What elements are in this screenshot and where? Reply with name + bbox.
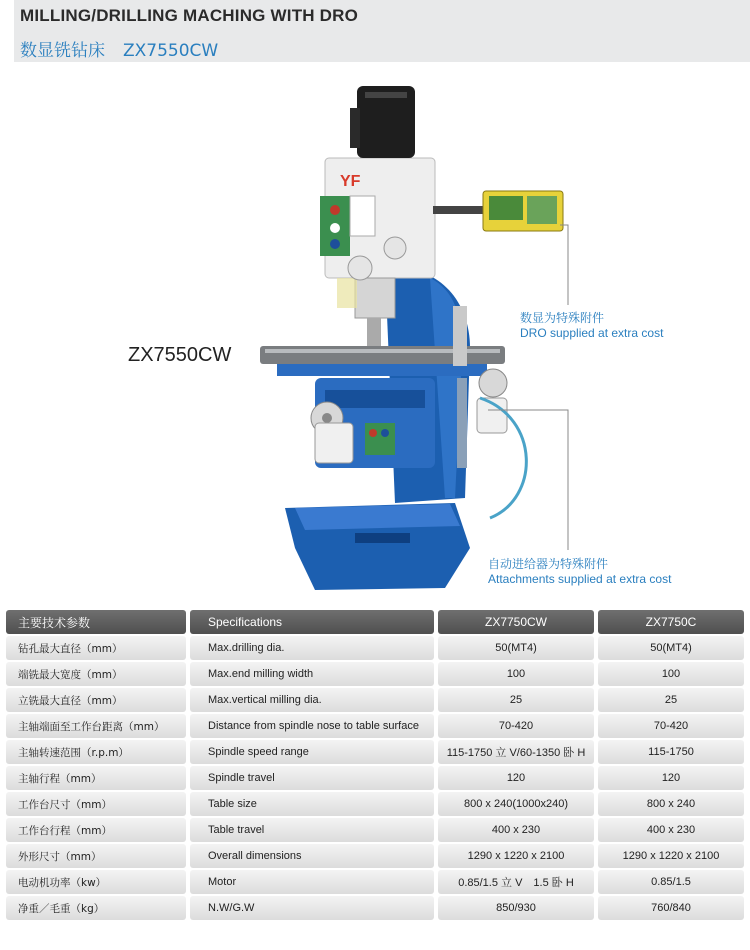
spec-en-cell: Motor: [188, 869, 436, 895]
feed-callout-en: Attachments supplied at extra cost: [488, 572, 672, 586]
header-specifications: Specifications: [188, 609, 436, 635]
table-row: [4, 869, 746, 895]
param-cn-cell: 外形尺寸（mm）: [4, 843, 188, 869]
model-c-value: 0.85/1.5: [596, 869, 746, 895]
model-cw-value: 25: [436, 687, 596, 713]
param-cn-cell: 主轴端面至工作台距离（mm）: [4, 713, 188, 739]
table-header-row: [4, 609, 746, 635]
spec-en-cell: Spindle travel: [188, 765, 436, 791]
spec-en-cell: Overall dimensions: [188, 843, 436, 869]
model-cw-value: 850/930: [436, 895, 596, 921]
model-cw-value: 120: [436, 765, 596, 791]
model-c-value: 115-1750: [596, 739, 746, 765]
model-c-value: 1290 x 1220 x 2100: [596, 843, 746, 869]
param-cn-cell: 主轴行程（mm）: [4, 765, 188, 791]
table-row: [4, 843, 746, 869]
param-cn-cell: 工作台尺寸（mm）: [4, 791, 188, 817]
spec-en-cell: Max.vertical milling dia.: [188, 687, 436, 713]
model-c-value: 50(MT4): [596, 635, 746, 661]
table-row: [4, 765, 746, 791]
dro-callout: [520, 311, 663, 341]
table-row: [4, 739, 746, 765]
param-cn-cell: 工作台行程（mm）: [4, 817, 188, 843]
model-cw-value: 0.85/1.5 立 V 1.5 卧 H: [436, 869, 596, 895]
table-row: [4, 661, 746, 687]
spec-en-cell: Max.drilling dia.: [188, 635, 436, 661]
model-c-value: 760/840: [596, 895, 746, 921]
chinese-title: 数显铣钻床: [20, 41, 105, 61]
param-cn-cell: 电动机功率（kw）: [4, 869, 188, 895]
header-model-c: ZX7750C: [596, 609, 746, 635]
param-cn-cell: 主轴转速范围（r.p.m）: [4, 739, 188, 765]
header-model-cw: ZX7750CW: [436, 609, 596, 635]
model-cw-value: 70-420: [436, 713, 596, 739]
model-c-value: 120: [596, 765, 746, 791]
spec-en-cell: Max.end milling width: [188, 661, 436, 687]
param-cn-cell: 净重／毛重（kg）: [4, 895, 188, 921]
table-row: [4, 635, 746, 661]
spec-en-cell: N.W/G.W: [188, 895, 436, 921]
dro-callout-cn: 数显为特殊附件: [520, 311, 605, 325]
model-cw-value: 50(MT4): [436, 635, 596, 661]
param-cn-cell: 端铣最大宽度（mm）: [4, 661, 188, 687]
model-cw-value: 1290 x 1220 x 2100: [436, 843, 596, 869]
table-row: [4, 817, 746, 843]
table-row: [4, 713, 746, 739]
brand-logo: YF: [340, 173, 361, 190]
model-c-value: 70-420: [596, 713, 746, 739]
table-row: [4, 895, 746, 921]
spec-en-cell: Spindle speed range: [188, 739, 436, 765]
model-cw-value: 115-1750 立 V/60-1350 卧 H: [436, 739, 596, 765]
spec-en-cell: Table size: [188, 791, 436, 817]
model-cw-value: 100: [436, 661, 596, 687]
spec-en-cell: Table travel: [188, 817, 436, 843]
spec-en-cell: Distance from spindle nose to table surface: [188, 713, 436, 739]
param-cn-cell: 钻孔最大直径（mm）: [4, 635, 188, 661]
feed-callout-cn: 自动进给器为特殊附件: [488, 557, 609, 571]
table-row: [4, 791, 746, 817]
model-c-value: 25: [596, 687, 746, 713]
header-params-cn: 主要技术参数: [4, 609, 188, 635]
spec-table: [4, 609, 746, 921]
param-cn-cell: 立铣最大直径（mm）: [4, 687, 188, 713]
feed-callout: [488, 557, 671, 587]
table-row: [4, 687, 746, 713]
page-title: MILLING/DRILLING MACHING WITH DRO: [20, 6, 359, 25]
model-c-value: 100: [596, 661, 746, 687]
dro-callout-en: DRO supplied at extra cost: [520, 326, 664, 340]
model-cw-value: 400 x 230: [436, 817, 596, 843]
model-label: ZX7550CW: [128, 344, 232, 366]
model-number: ZX7550CW: [123, 41, 219, 61]
model-cw-value: 800 x 240(1000x240): [436, 791, 596, 817]
model-c-value: 800 x 240: [596, 791, 746, 817]
model-c-value: 400 x 230: [596, 817, 746, 843]
